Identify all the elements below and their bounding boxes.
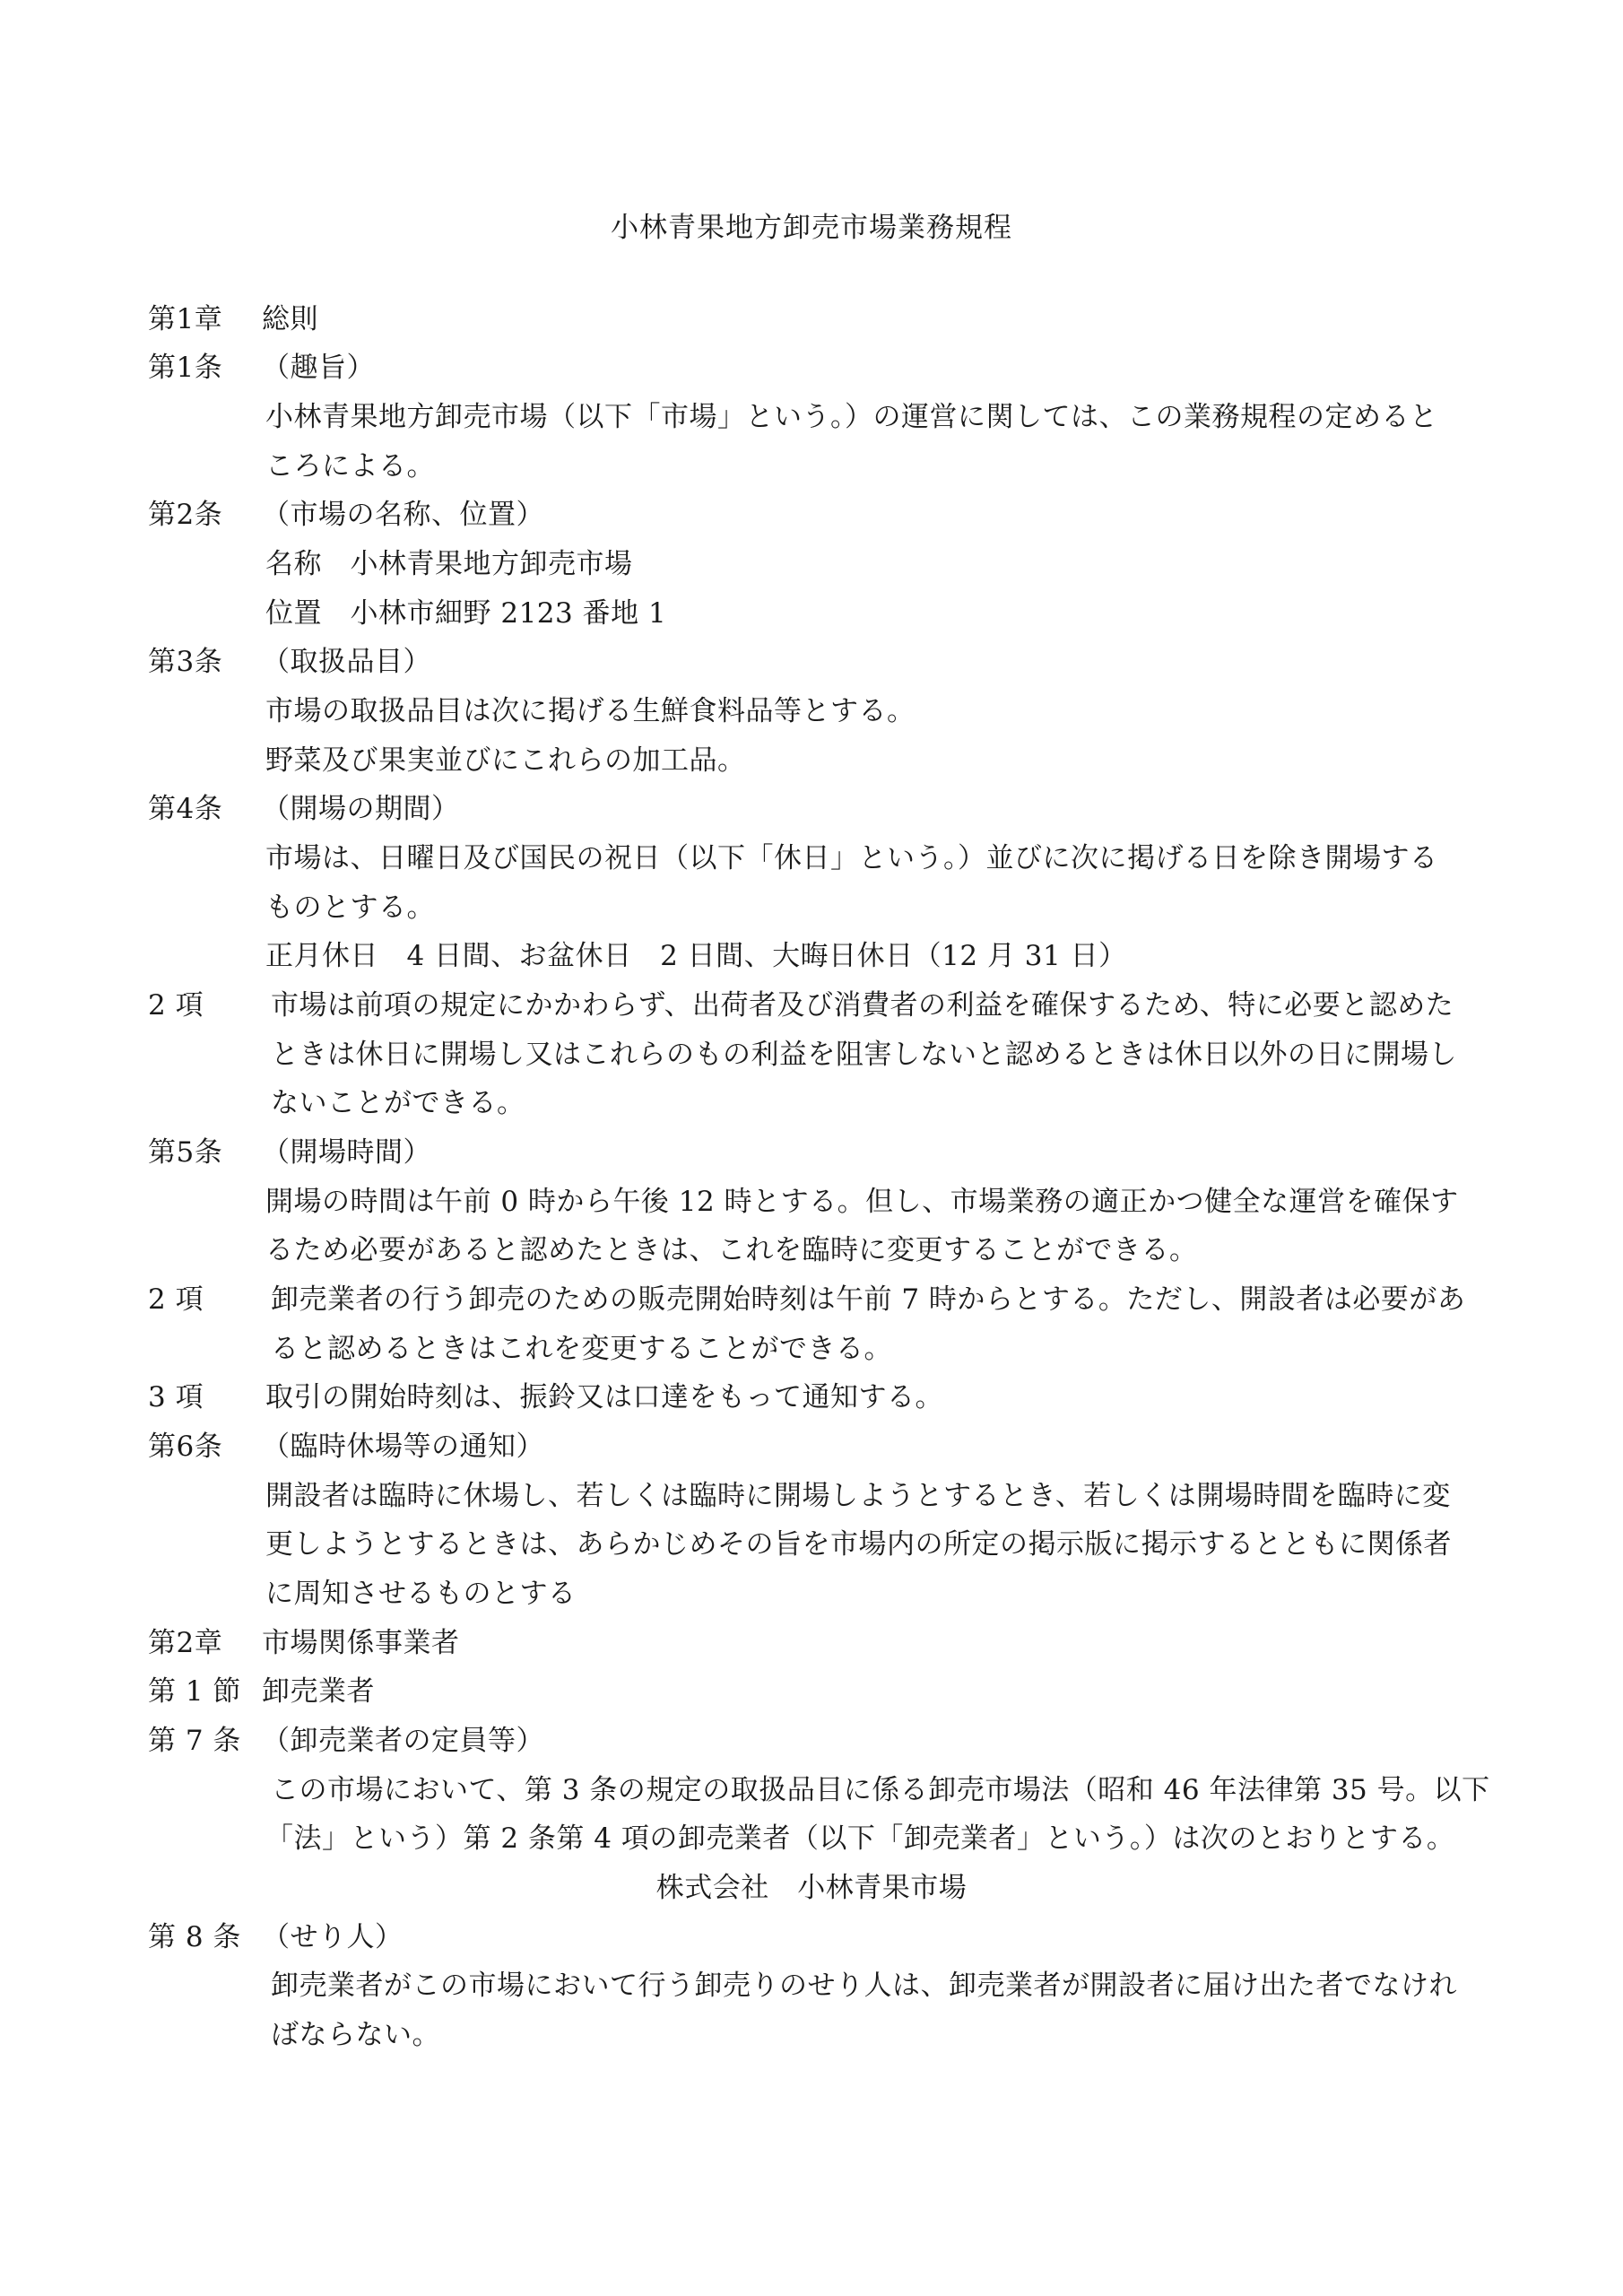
article-heading: （開場時間） [262, 1136, 431, 1169]
document-title: 小林青果地方卸売市場業務規程 [611, 212, 1012, 244]
article-text: 正月休日 4 日間、お盆休日 2 日間、大晦日休日（12 月 31 日） [265, 940, 1127, 972]
article-label: 第6条 [148, 1431, 223, 1463]
chapter-title: 総則 [262, 303, 318, 335]
article-text: るため必要があると認めたときは、これを臨時に変更することができる。 [265, 1234, 1198, 1266]
article-text: この市場において、第 3 条の規定の取扱品目に係る卸売市場法（昭和 46 年法律第 35 号。以下 [271, 1774, 1490, 1806]
article-text: 位置 小林市細野 2123 番地 1 [265, 597, 667, 630]
article-label: 第4条 [148, 793, 223, 825]
article-heading: （趣旨） [262, 352, 375, 384]
article-heading: （卸売業者の定員等） [262, 1725, 544, 1757]
clause-text: ると認めるときはこれを変更することができる。 [271, 1333, 892, 1365]
article-label: 第2条 [148, 499, 223, 531]
article-text: 名称 小林青果地方卸売市場 [265, 548, 633, 580]
article-text: に周知させるものとする [265, 1578, 577, 1610]
article-text: 開場の時間は午前 0 時から午後 12 時とする。但し、市場業務の適正かつ健全な運営を確保す [265, 1186, 1459, 1218]
article-text: 開設者は臨時に休場し、若しくは臨時に開場しようとするとき、若しくは開場時間を臨時に変 [265, 1480, 1451, 1512]
clause-text: 卸売業者の行う卸売のための販売開始時刻は午前 7 時からとする。ただし、開設者は必要があ [271, 1283, 1466, 1316]
article-label: 第 8 条 [148, 1921, 241, 1953]
article-text: 市場の取扱品目は次に掲げる生鮮食料品等とする。 [265, 695, 916, 727]
article-heading: （取扱品目） [262, 646, 431, 678]
article-text: ものとする。 [265, 891, 435, 924]
clause-text: 市場は前項の規定にかかわらず、出荷者及び消費者の利益を確保するため、特に必要と認めた [271, 989, 1454, 1022]
article-text: 「法」という）第 2 条第 4 項の卸売業者（以下「卸売業者」という。）は次のとおりとする。 [265, 1822, 1455, 1855]
article-text: ころによる。 [265, 450, 435, 483]
section-title: 卸売業者 [262, 1675, 375, 1708]
article-text: ばならない。 [271, 2019, 440, 2051]
article-label: 第3条 [148, 646, 223, 678]
article-text: 小林青果地方卸売市場（以下「市場」という。）の運営に関しては、この業務規程の定めると [265, 401, 1438, 433]
clause-label: 2 項 [148, 989, 204, 1022]
clause-text: ときは休日に開場し又はこれらのもの利益を阻害しないと認めるときは休日以外の日に開場し [271, 1039, 1457, 1071]
chapter-label: 第2章 [148, 1627, 223, 1659]
article-text: 卸売業者がこの市場において行う卸売りのせり人は、卸売業者が開設者に届け出た者でなけれ [271, 1970, 1457, 2002]
article-heading: （臨時休場等の通知） [262, 1431, 544, 1463]
article-heading: （市場の名称、位置） [262, 499, 544, 531]
article-label: 第 7 条 [148, 1725, 241, 1757]
section-label: 第 1 節 [148, 1675, 241, 1708]
article-label: 第1条 [148, 352, 223, 384]
article-heading: （開場の期間） [262, 793, 460, 825]
company-name: 株式会社 小林青果市場 [655, 1872, 968, 1904]
clause-text: 取引の開始時刻は、振鈴又は口達をもって通知する。 [265, 1381, 943, 1413]
chapter-label: 第1章 [148, 303, 223, 335]
clause-text: ないことができる。 [271, 1087, 525, 1119]
clause-label: 2 項 [148, 1283, 204, 1316]
chapter-title: 市場関係事業者 [262, 1627, 460, 1659]
article-label: 第5条 [148, 1136, 223, 1169]
clause-label: 3 項 [148, 1381, 204, 1413]
article-text: 野菜及び果実並びにこれらの加工品。 [265, 744, 746, 777]
article-heading: （せり人） [262, 1921, 404, 1953]
article-text: 更しようとするときは、あらかじめその旨を市場内の所定の掲示版に掲示するとともに関係者 [265, 1528, 1452, 1561]
article-text: 市場は、日曜日及び国民の祝日（以下「休日」という。）並びに次に掲げる日を除き開場する [265, 842, 1438, 874]
